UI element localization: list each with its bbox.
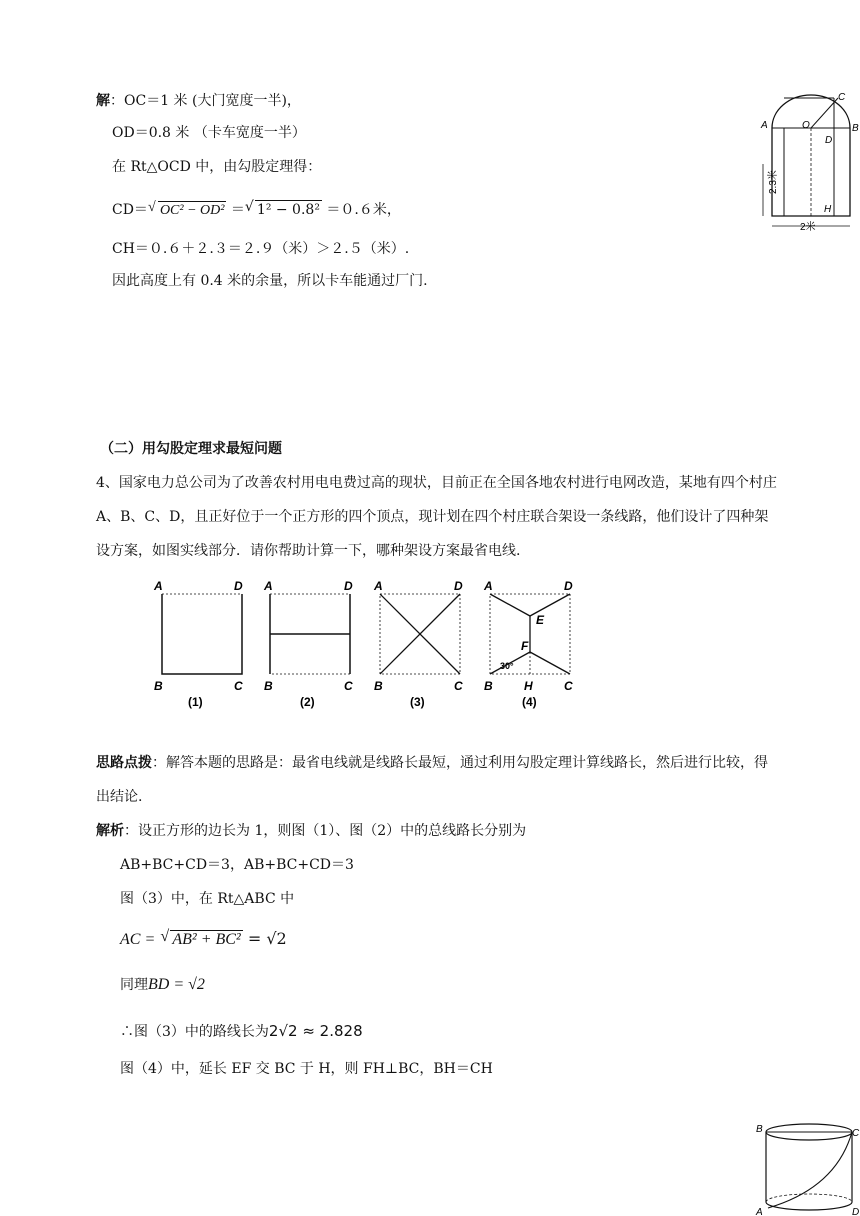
sqrt-oc-od: √ OC² − OD² — [147, 200, 225, 218]
analysis-eq-ac — [120, 930, 287, 949]
fig4-label-f: F — [521, 639, 529, 653]
fig4-ae — [490, 594, 530, 616]
fig4-label-c: C — [564, 679, 573, 693]
solution-line-1 — [96, 92, 301, 110]
cyl-label-b: B — [756, 1124, 763, 1135]
fig4-label-d: D — [564, 579, 573, 593]
fig4-label-e: E — [536, 613, 545, 627]
problem-text: 4、国家电力总公司为了改善农村用电电费过高的现状，目前正在全国各地农村进行电网改造，某地有四个村庄 A、B、C、D，且正好位于一个正方形的四个顶点，现计划在四个村庄联合架设一条线路，他们设计了四种架设方案，如图实线部分．请你帮助计算一下，哪种架设方案最省电线. — [96, 475, 777, 559]
sqrt-numeric: √ 1² − 0.8² — [244, 199, 320, 218]
fig4-label-h: H — [524, 679, 533, 693]
gate-height-label: 2.3米 — [768, 170, 779, 194]
cd-radicand-2: 1² − 0.8² — [256, 202, 320, 218]
cyl-label-c: C — [852, 1128, 860, 1139]
fig4-fc — [530, 652, 570, 674]
solution-text-1: ：OC＝1 米 (大门宽度一半)， — [110, 93, 301, 109]
fig2-caption: (2) — [300, 695, 315, 709]
analysis-label: 解析 — [96, 823, 124, 839]
gate-label-c: C — [838, 92, 846, 103]
gate-label-h: H — [824, 204, 832, 215]
fig4-label-a: A — [484, 579, 493, 593]
gate-label-b: B — [852, 123, 859, 134]
solution-line-3: 在 Rt△OCD 中，由勾股定理得： — [112, 159, 322, 175]
fig1-square-dotted — [162, 594, 242, 674]
fig1-caption: (1) — [188, 695, 203, 709]
analysis-line-7: 图（4）中，延长 EF 交 BC 于 H，则 FH⊥BC，BH＝CH — [120, 1061, 493, 1077]
fig4-label-b: B — [484, 679, 493, 693]
line6-expr: 2√2 ≈ 2.828 — [268, 1022, 363, 1040]
figure-3 — [373, 579, 463, 709]
figure-4 — [483, 579, 573, 709]
fig1-label-a: A — [154, 579, 163, 593]
gate-label-d: D — [825, 135, 833, 146]
analysis-line-6 — [120, 1022, 363, 1041]
fig4-caption: (4) — [522, 695, 537, 709]
analysis-line-2: AB+BC+CD＝3，AB+BC+CD＝3 — [120, 857, 354, 873]
fig2-label-c: C — [344, 679, 353, 693]
analysis-eq-bd — [120, 976, 205, 994]
cd-prefix: CD＝ — [112, 202, 148, 218]
solution-line-6: 因此高度上有 0.4 米的余量，所以卡车能通过厂门. — [112, 273, 428, 289]
solution-label: 解 — [96, 93, 110, 109]
cd-radicand-1: OC² − OD² — [159, 203, 225, 218]
gate-label-o: O — [802, 120, 810, 131]
fig1-route — [162, 594, 242, 674]
gate-width-label: 2米 — [800, 222, 816, 233]
cyl-label-a: A — [756, 1207, 763, 1216]
cyl-label-d: D — [852, 1207, 860, 1216]
analysis-line-3: 图（3）中，在 Rt△ABC 中 — [120, 891, 295, 907]
analysis-text-1: ：设正方形的边长为 1，则图（1）、图（2）中的总线路长分别为 — [124, 823, 527, 839]
hint-text: ：解答本题的思路是：最省电线就是线路长最短，通过利用勾股定理计算线路长，然后进行比较，得出结论. — [96, 755, 768, 805]
fig1-label-b: B — [154, 679, 163, 693]
cd-suffix: ＝０.６米， — [326, 202, 401, 218]
fig3-label-b: B — [374, 679, 383, 693]
hint-label: 思路点拨 — [96, 755, 152, 771]
eq-ac-rhs: = √2 — [247, 929, 287, 948]
eq-bd-prefix: 同理 — [120, 977, 148, 993]
square-figures — [148, 574, 588, 712]
solution-cd-equation: CD＝ √ OC² − OD² ＝ √ 1² − 0.8² ＝０.６米， — [112, 199, 401, 218]
eq-ac-radicand: AB² + BC² — [172, 931, 241, 948]
hint-paragraph — [96, 746, 778, 814]
figure-1 — [153, 579, 243, 709]
fig3-label-a: A — [374, 579, 383, 593]
solution-line-2: OD＝0.8 米 （卡车宽度一半） — [112, 125, 306, 141]
fig2-label-d: D — [344, 579, 353, 593]
analysis-line-1 — [96, 822, 526, 840]
fig2-label-a: A — [264, 579, 273, 593]
solution-line-5: CH＝０.６＋２.３＝２.９（米）＞２.５（米）. — [112, 241, 410, 257]
fig3-label-d: D — [454, 579, 463, 593]
figure-2 — [263, 579, 353, 709]
cylinder-bottom-back — [766, 1194, 852, 1202]
fig4-angle-label: 30° — [500, 661, 514, 671]
line6-prefix: ∴图（3）中的路线长为 — [120, 1024, 269, 1040]
section-title: （二）用勾股定理求最短问题 — [100, 441, 282, 457]
cylinder-figure — [756, 1118, 860, 1216]
eq-ac-lhs: AC = — [120, 931, 156, 948]
fig3-label-c: C — [454, 679, 463, 693]
eq-bd-expr: BD = √2 — [148, 976, 205, 993]
gate-label-a: A — [761, 120, 768, 131]
fig3-caption: (3) — [410, 695, 425, 709]
cylinder-bottom-front — [766, 1202, 852, 1210]
gate-figure — [758, 88, 858, 236]
sqrt-ab-bc: √ AB² + BC² — [160, 928, 241, 948]
fig2-label-b: B — [264, 679, 273, 693]
fig1-label-c: C — [234, 679, 243, 693]
fig1-label-d: D — [234, 579, 243, 593]
